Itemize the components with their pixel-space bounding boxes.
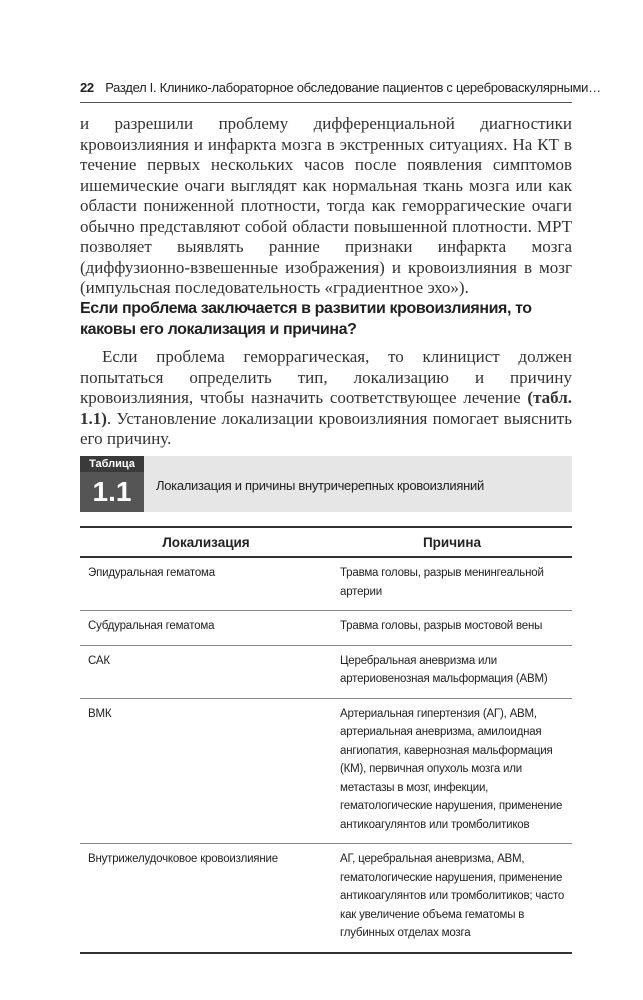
page-number: 22 bbox=[80, 80, 94, 95]
body-paragraph-1: и разрешили проблему дифференциальной диагностики кровоизлияния и инфаркта мозга в экстренных ситуациях. На КТ в течение первых нескольких часов после появления симптомов ишемические очаги выглядят как нормальная ткань мозга или как области пониженной плотности, тогда как геморрагические очаги обычно представляют собой области повышенной плотности. МРТ позволяет выявлять ранние признаки инфаркта мозга (диффузионно-взвешенные изображения) и кровоизлияния в мозг (импульсная последовательность «градиентное эхо»). bbox=[80, 114, 572, 297]
table-number: 1.1 bbox=[80, 472, 144, 512]
table-label: Таблица bbox=[80, 456, 144, 472]
running-title: Раздел I. Клинико-лабораторное обследование пациентов с цереброваскулярными… bbox=[105, 80, 601, 95]
column-header-location: Локализация bbox=[162, 534, 250, 550]
table-row bbox=[80, 698, 572, 844]
table-row bbox=[80, 557, 572, 611]
running-header bbox=[80, 80, 601, 95]
table-caption: Локализация и причины внутричерепных кровоизлияний bbox=[156, 478, 484, 493]
cause-cell: Травма головы, разрыв мостовой вены bbox=[340, 620, 543, 632]
paragraph-2-text: Если проблема геморрагическая, то клиницист должен попытаться определить тип, локализацию и причину кровоизлияния, чтобы назначить соответствующее лечение bbox=[80, 347, 572, 407]
cause-cell: Травма головы, разрыв менингеальной артерии bbox=[340, 567, 544, 598]
location-cell: Внутрижелудочковое кровоизлияние bbox=[88, 853, 278, 865]
column-header-cause: Причина bbox=[422, 534, 482, 550]
cause-cell: АГ, церебральная аневризма, АВМ, гематологические нарушения, применение антикоагулянтов или тромболитиков; часто как увеличение объема гематомы в глубинных отделах мозга bbox=[340, 853, 565, 939]
paragraph-2-tail: . Установление локализации кровоизлияния помогает выяснить его причину. bbox=[80, 408, 572, 448]
body-paragraph-2 bbox=[80, 347, 572, 450]
table-reference: (табл. 1.1) bbox=[80, 388, 572, 428]
location-cell: Эпидуральная гематома bbox=[88, 567, 215, 579]
hemorrhage-table bbox=[80, 526, 572, 954]
table-row bbox=[80, 645, 572, 698]
location-cell: Субдуральная гематома bbox=[88, 620, 215, 632]
cause-cell: Церебральная аневризма или артериовенозная мальформация (АВМ) bbox=[340, 654, 548, 685]
location-cell: ВМК bbox=[88, 707, 112, 720]
location-cell: САК bbox=[88, 654, 110, 667]
cause-cell: Артериальная гипертензия (АГ), АВМ, артериальная аневризма, амилоидная ангиопатия, кавернозная мальформация (КМ), первичная опухоль мозга или метастазы в мозг, инфекции, гематологические нарушения, применение антикоагулянтов или тромболитиков bbox=[340, 707, 563, 831]
section-heading: Если проблема заключается в развитии кровоизлияния, то каковы его локализация и причина? bbox=[80, 300, 532, 338]
table-row bbox=[80, 611, 572, 646]
table-header-row bbox=[80, 527, 572, 557]
table-row bbox=[80, 844, 572, 953]
header-divider bbox=[80, 102, 572, 103]
